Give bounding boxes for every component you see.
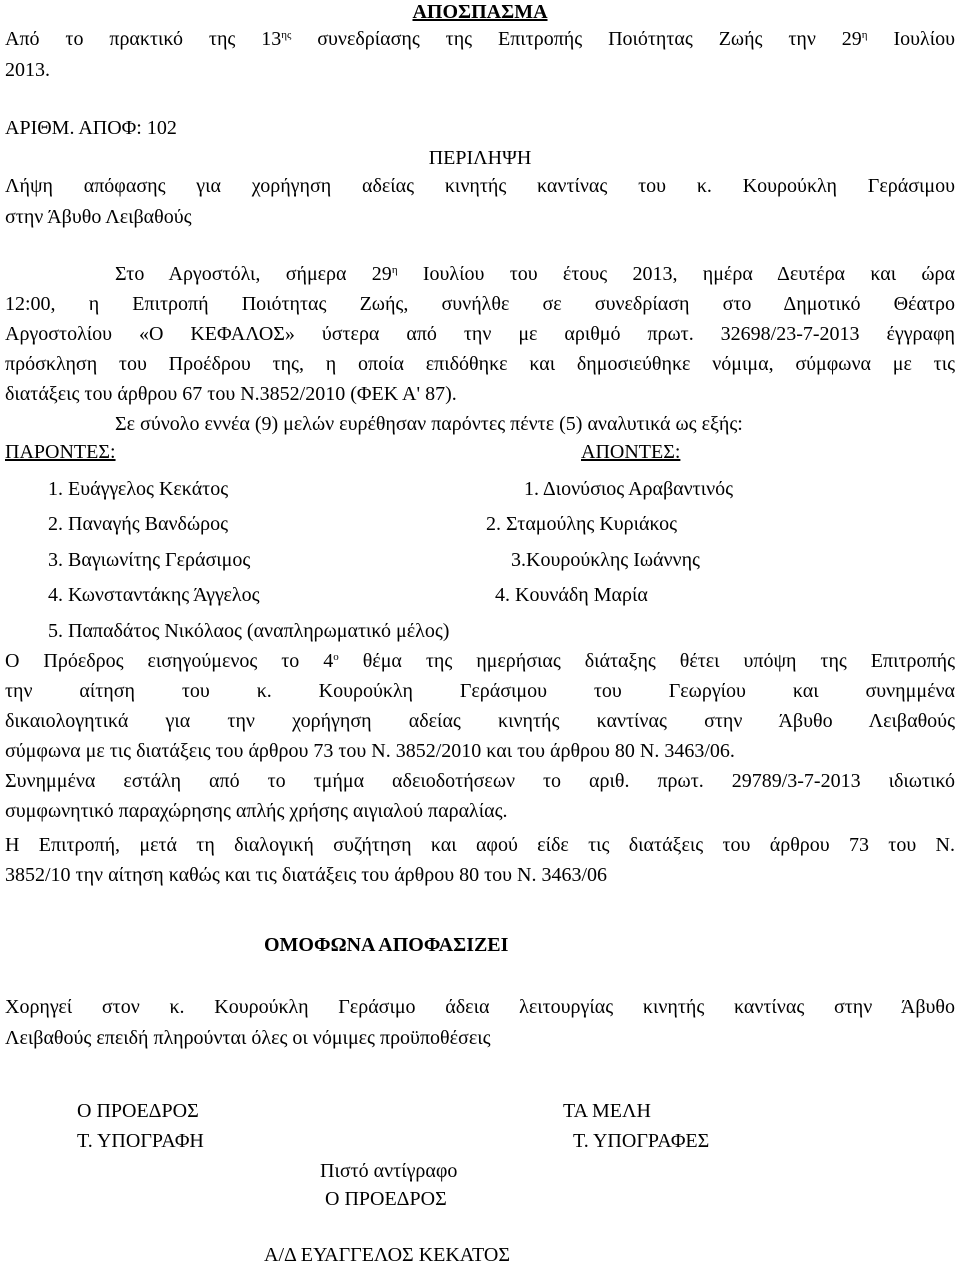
document-title: ΑΠΟΣΠΑΣΜΑ [412,1,548,23]
summary-line-2: στην Άβυθο Λειβαθούς [5,206,192,228]
paragraph-3-line-5: Συνημμένα εστάλη από το τμήμα αδειοδοτήσεων το αριθ. πρωτ. 29789/3-7-2013 ιδιωτικό [5,770,955,792]
present-header: ΠΑΡΟΝΤΕΣ: [5,441,116,463]
paragraph-3-line-3: δικαιολογητικά για την χορήγηση αδείας κινητής καντίνας στην Άβυθο Λειβαθούς [5,710,955,732]
paragraph-3-line-2: την αίτηση του κ. Κουρούκλη Γεράσιμου του Γεωργίου και συνημμένα [5,680,955,702]
intro-year: 2013. [5,59,50,81]
present-member: 4. Κωνσταντάκης Άγγελος [48,584,260,606]
decision-number: ΑΡΙΘΜ. ΑΠΟΦ: 102 [5,117,177,139]
paragraph-3-line-1: Ο Πρόεδρος εισηγούμενος το $4^o$ θέμα της ημερήσιας διάταξης θέτει υπόψη της Επιτροπής [5,650,955,672]
signature-president: Ο ΠΡΟΕΔΡΟΣ [77,1100,199,1122]
signature-members-note: Τ. ΥΠΟΓΡΑΦΕΣ [573,1130,710,1152]
true-copy-label: Πιστό αντίγραφο [320,1160,458,1182]
paragraph-1-line-5: διατάξεις του άρθρου 67 του Ν.3852/2010 (ΦΕΚ Α' 87). [5,383,457,405]
paragraph-1-line-3: Αργοστολίου «Ο ΚΕΦΑΛΟΣ» ύστερα από την με αριθμό πρωτ. 32698/23-7-2013 έγγραφη [5,323,955,345]
paragraph-1-line-1: Στο Αργοστόλι, σήμερα $29^\eta$ Ιουλίου του έτους 2013, ημέρα Δευτέρα και ώρα [115,263,955,285]
paragraph-4-line-1: Η Επιτροπή, μετά τη διαλογική συζήτηση και αφού είδε τις διατάξεις του άρθρου 73 του Ν. [5,834,955,856]
decision-title: ΟΜΟΦΩΝΑ ΑΠΟΦΑΣΙΖΕΙ [264,934,509,956]
absent-member: 4. Κουνάδη Μαρία [495,584,648,606]
paragraph-3-line-6: συμφωνητικό παραχώρησης απλής χρήσης αιγιαλού παραλίας. [5,800,508,822]
footer-signatory: Α/Δ ΕΥΑΓΓΕΛΟΣ ΚΕΚΑΤΟΣ [264,1244,510,1266]
absent-member: 1. Διονύσιος Αραβαντινός [524,478,734,500]
paragraph-5-line-1: Χορηγεί στον κ. Κουρούκλη Γεράσιμο άδεια λειτουργίας κινητής καντίνας στην Άβυθο [5,996,955,1018]
attendance-summary: Σε σύνολο εννέα (9) μελών ευρέθησαν παρόντες πέντε (5) αναλυτικά ως εξής: [115,413,743,435]
summary-title: ΠΕΡΙΛΗΨΗ [428,147,532,169]
paragraph-4-line-2: 3852/10 την αίτηση καθώς και τις διατάξεις του άρθρου 80 του Ν. 3463/06 [5,864,608,886]
present-member: 2. Παναγής Βανδώρος [48,513,229,535]
signature-members: ΤΑ ΜΕΛΗ [563,1100,651,1122]
paragraph-1-line-4: πρόσκληση του Προέδρου της, η οποία επιδόθηκε και δημοσιεύθηκε νόμιμα, σύμφωνα με τις [5,353,955,375]
paragraph-5-line-2: Λειβαθούς επειδή πληρούνται όλες οι νόμιμες προϋποθέσεις [5,1027,491,1049]
signature-president-note: Τ. ΥΠΟΓΡΑΦΗ [77,1130,204,1152]
absent-member: 2. Σταμούλης Κυριάκος [486,513,678,535]
true-copy-president: Ο ΠΡΟΕΔΡΟΣ [325,1188,447,1210]
present-member: 1. Ευάγγελος Κεκάτος [48,478,229,500]
absent-member: 3.Κουρούκλης Ιωάννης [511,549,700,571]
paragraph-3-line-4: σύμφωνα με τις διατάξεις του άρθρου 73 του Ν. 3852/2010 και του άρθρου 80 Ν. 3463/06. [5,740,735,762]
paragraph-1-line-2: 12:00, η Επιτροπή Ποιότητας Ζωής, συνήλθε σε συνεδρίαση στο Δημοτικό Θέατρο [5,293,955,315]
summary-line-1: Λήψη απόφασης για χορήγηση αδείας κινητής καντίνας του κ. Κουρούκλη Γεράσιμου [5,175,955,197]
intro-line: Από το πρακτικό της $13^{\eta\varsigma}$ συνεδρίασης της Επιτροπής Ποιότητας Ζωής την $29^\eta$ Ιουλίου [5,28,955,50]
present-member: 5. Παπαδάτος Νικόλαος (αναπληρωματικό μέλος) [48,620,450,642]
absent-header: ΑΠΟΝΤΕΣ: [581,441,681,463]
present-member: 3. Βαγιωνίτης Γεράσιμος [48,549,251,571]
